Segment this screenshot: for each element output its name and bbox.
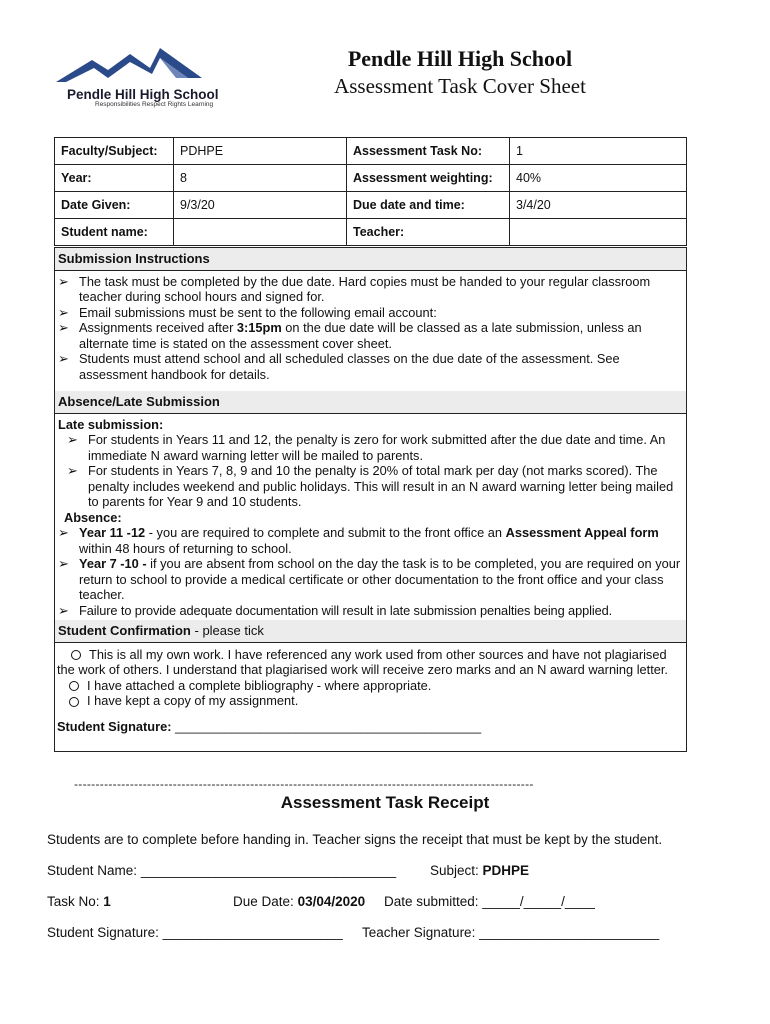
radio-circle-icon[interactable]	[69, 697, 79, 707]
list-item: ➢ Email submissions must be sent to the following email account:	[55, 305, 686, 321]
absence-label: Absence:	[64, 509, 122, 525]
student-name-field[interactable]	[174, 219, 347, 246]
receipt-teacher-signature: Teacher Signature: ________________________	[362, 925, 660, 940]
list-item: ➢ For students in Years 7, 8, 9 and 10 the penalty is 20% of total mark per day (not marks scored). The penalty includes weekend and public holidays. This will result in an N award warning letter being mailed to parents for Year 9 and 10 students.	[64, 463, 683, 510]
list-item: ➢ Students must attend school and all scheduled classes on the due date of the assessment. See assessment handbook for details.	[55, 351, 686, 382]
student-name-label: Student name:	[55, 219, 174, 246]
receipt-task-no: Task No: 1	[47, 894, 111, 909]
radio-circle-icon[interactable]	[69, 681, 79, 691]
student-confirmation-section	[54, 620, 687, 752]
receipt-student-signature: Student Signature: ________________________	[47, 925, 343, 940]
due-date-label: Due date and time:	[347, 192, 510, 219]
cut-line: -----------------------------------------------------------------------------------------------------------	[74, 777, 534, 791]
due-date-value: 3/4/20	[510, 192, 687, 219]
faculty-label: Faculty/Subject:	[55, 138, 174, 165]
page-subtitle: Assessment Task Cover Sheet	[334, 74, 586, 98]
list-item: ➢ Failure to provide adequate documentation will result in late submission penalties being applied.	[55, 603, 684, 619]
list-item: ➢ Assignments received after 3:15pm on the due date will be classed as a late submission, unless an alternate time is stated on the assessment cover sheet.	[55, 320, 686, 351]
absence-heading: Absence/Late Submission	[55, 391, 686, 414]
confirm-bibliography: I have attached a complete bibliography - where appropriate.	[57, 678, 684, 694]
date-submitted-line[interactable]: _____/_____/____	[482, 894, 595, 909]
signature-line[interactable]: ___________________________________________	[175, 718, 482, 734]
submission-instructions-section	[54, 247, 687, 393]
date-given-value: 9/3/20	[174, 192, 347, 219]
receipt-student-name: Student Name: __________________________________	[47, 863, 397, 878]
year-value: 8	[174, 165, 347, 192]
teacher-label: Teacher:	[347, 219, 510, 246]
teacher-field[interactable]	[510, 219, 687, 246]
task-info-table	[54, 137, 687, 246]
logo-school-name: Pendle Hill High School	[67, 87, 219, 102]
absence-late-section	[54, 391, 687, 621]
radio-circle-icon[interactable]	[71, 650, 81, 660]
weighting-label: Assessment weighting:	[347, 165, 510, 192]
page-title: Pendle Hill High School	[347, 46, 573, 71]
receipt-title: Assessment Task Receipt	[280, 793, 490, 812]
submission-heading: Submission Instructions	[55, 248, 686, 271]
weighting-value: 40%	[510, 165, 687, 192]
date-given-label: Date Given:	[55, 192, 174, 219]
task-no-value: 1	[510, 138, 687, 165]
student-signature-line[interactable]: ________________________	[162, 925, 343, 940]
confirmation-heading: Student Confirmation - please tick	[55, 620, 686, 643]
receipt-subject: Subject: PDHPE	[430, 863, 530, 878]
late-submission-label: Late submission:	[58, 416, 164, 432]
faculty-value: PDHPE	[174, 138, 347, 165]
list-item: ➢ The task must be completed by the due date. Hard copies must be handed to your regular classroom teacher during school hours and signed for.	[55, 274, 686, 305]
list-item: ➢ Year 11 -12 - you are required to complete and submit to the front office an Assessment Appeal form within 48 hours of returning to school.	[55, 525, 684, 556]
receipt-date-submitted: Date submitted: _____/_____/____	[384, 894, 595, 909]
confirm-own-work: This is all my own work. I have referenced any work used from other sources and have not plagiarised the work of others. I understand that plagiarised work will receive zero marks and an N award warning letter.	[57, 646, 668, 677]
teacher-signature-line[interactable]: ________________________	[479, 925, 660, 940]
year-label: Year:	[55, 165, 174, 192]
list-item: ➢ For students in Years 11 and 12, the penalty is zero for work submitted after the due date and time. An immediate N award warning letter will be mailed to parents.	[64, 432, 683, 463]
list-item: ➢ Year 7 -10 - if you are absent from school on the day the task is to be completed, you are required on your return to school to provide a medical certificate or other documentation to the front office and your class teacher.	[55, 556, 684, 603]
confirm-copy: I have kept a copy of my assignment.	[57, 693, 684, 709]
receipt-instruction: Students are to complete before handing in. Teacher signs the receipt that must be kept by the student.	[47, 832, 663, 847]
logo-motto: Responsibilities Respect Rights Learning	[95, 101, 214, 108]
receipt-due-date: Due Date: 03/04/2020	[233, 894, 366, 909]
student-name-line[interactable]: __________________________________	[140, 863, 397, 878]
task-no-label: Assessment Task No:	[347, 138, 510, 165]
student-signature-row: Student Signature: ___________________________________________	[57, 718, 482, 734]
